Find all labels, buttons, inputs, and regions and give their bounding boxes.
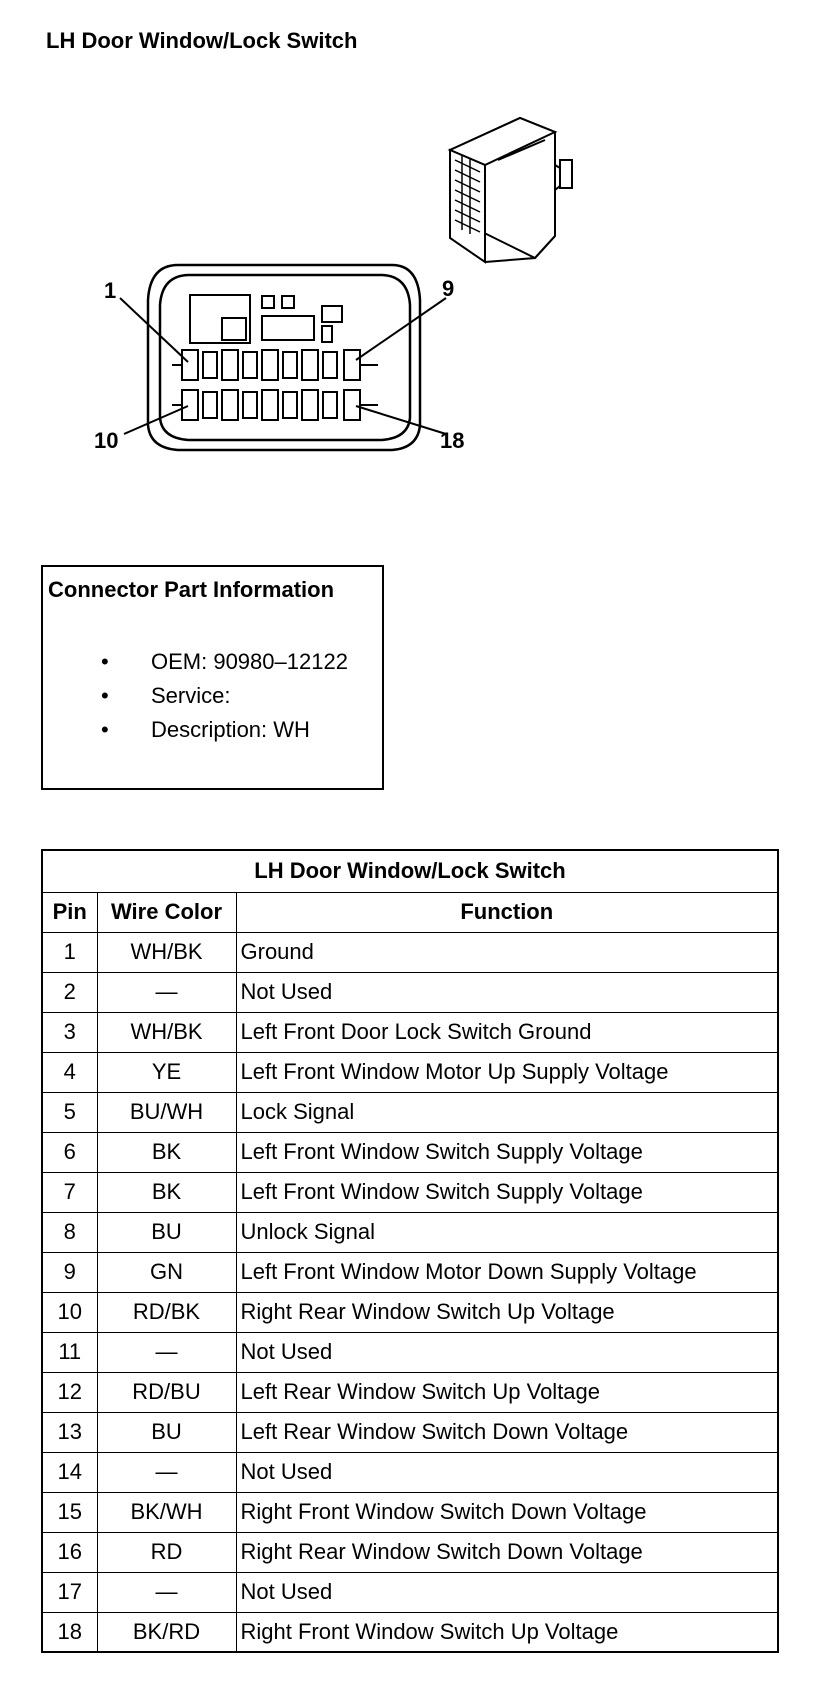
function-cell: Left Rear Window Switch Down Voltage bbox=[236, 1412, 778, 1452]
wire-color-cell: RD/BK bbox=[97, 1292, 236, 1332]
wire-color-cell: BK/RD bbox=[97, 1612, 236, 1652]
function-cell: Not Used bbox=[236, 1332, 778, 1372]
table-row bbox=[42, 1612, 778, 1652]
table-row bbox=[42, 1132, 778, 1172]
function-cell: Left Front Window Switch Supply Voltage bbox=[236, 1132, 778, 1172]
wire-color-cell: — bbox=[97, 1452, 236, 1492]
pin-cell: 7 bbox=[42, 1172, 97, 1212]
wire-color-cell: BK/WH bbox=[97, 1492, 236, 1532]
table-row bbox=[42, 1452, 778, 1492]
pin-cell: 8 bbox=[42, 1212, 97, 1252]
terminal-row-bottom bbox=[172, 390, 378, 420]
pin-cell: 5 bbox=[42, 1092, 97, 1132]
function-cell: Left Front Window Motor Up Supply Voltage bbox=[236, 1052, 778, 1092]
wire-color-cell: — bbox=[97, 972, 236, 1012]
pin-cell: 9 bbox=[42, 1252, 97, 1292]
table-row bbox=[42, 1492, 778, 1532]
function-cell: Right Rear Window Switch Down Voltage bbox=[236, 1532, 778, 1572]
function-cell: Left Rear Window Switch Up Voltage bbox=[236, 1372, 778, 1412]
table-row bbox=[42, 1092, 778, 1132]
function-cell: Not Used bbox=[236, 1572, 778, 1612]
pin-cell: 6 bbox=[42, 1132, 97, 1172]
table-row bbox=[42, 1252, 778, 1292]
pin-cell: 1 bbox=[42, 932, 97, 972]
function-cell: Right Rear Window Switch Up Voltage bbox=[236, 1292, 778, 1332]
wire-color-cell: YE bbox=[97, 1052, 236, 1092]
pin-cell: 10 bbox=[42, 1292, 97, 1332]
function-cell: Left Front Window Motor Down Supply Voltage bbox=[236, 1252, 778, 1292]
function-cell: Left Front Window Switch Supply Voltage bbox=[236, 1172, 778, 1212]
table-row bbox=[42, 1292, 778, 1332]
function-cell: Not Used bbox=[236, 972, 778, 1012]
connector-3d-view bbox=[450, 118, 572, 262]
pin-table bbox=[41, 849, 779, 1653]
wire-color-cell: WH/BK bbox=[97, 1012, 236, 1052]
wire-color-cell: BU/WH bbox=[97, 1092, 236, 1132]
pin-1-callout: 1 bbox=[104, 278, 117, 303]
terminal-row-top bbox=[172, 350, 378, 380]
table-row bbox=[42, 1052, 778, 1092]
table-row bbox=[42, 932, 778, 972]
pin-cell: 11 bbox=[42, 1332, 97, 1372]
pin-cell: 4 bbox=[42, 1052, 97, 1092]
pin-9-callout: 9 bbox=[442, 276, 455, 301]
function-cell: Lock Signal bbox=[236, 1092, 778, 1132]
connector-part-info-title: Connector Part Information bbox=[48, 577, 335, 602]
function-cell: Not Used bbox=[236, 1452, 778, 1492]
table-row bbox=[42, 1572, 778, 1612]
wire-color-cell: RD bbox=[97, 1532, 236, 1572]
pin-cell: 15 bbox=[42, 1492, 97, 1532]
wire-color-cell: — bbox=[97, 1332, 236, 1372]
pin-table-caption: LH Door Window/Lock Switch bbox=[42, 850, 778, 892]
function-cell: Right Front Window Switch Down Voltage bbox=[236, 1492, 778, 1532]
function-cell: Ground bbox=[236, 932, 778, 972]
header-function: Function bbox=[236, 892, 778, 932]
connector-diagram bbox=[0, 0, 816, 520]
part-info-description: • Description: WH bbox=[151, 713, 348, 747]
table-row bbox=[42, 1532, 778, 1572]
pin-table-body bbox=[42, 932, 778, 1652]
wire-color-cell: BU bbox=[97, 1212, 236, 1252]
pin-cell: 17 bbox=[42, 1572, 97, 1612]
wire-color-cell: — bbox=[97, 1572, 236, 1612]
pin-cell: 18 bbox=[42, 1612, 97, 1652]
pin-cell: 3 bbox=[42, 1012, 97, 1052]
function-cell: Left Front Door Lock Switch Ground bbox=[236, 1012, 778, 1052]
function-cell: Unlock Signal bbox=[236, 1212, 778, 1252]
table-row bbox=[42, 1372, 778, 1412]
table-row bbox=[42, 1212, 778, 1252]
connector-part-info-list bbox=[151, 645, 348, 747]
pin-cell: 2 bbox=[42, 972, 97, 1012]
pin-18-callout: 18 bbox=[440, 428, 465, 453]
connector-part-info-box bbox=[41, 565, 384, 790]
page-title: LH Door Window/Lock Switch bbox=[46, 28, 358, 53]
table-row bbox=[42, 1332, 778, 1372]
pin-10-callout: 10 bbox=[94, 428, 119, 453]
wire-color-cell: RD/BU bbox=[97, 1372, 236, 1412]
wire-color-cell: BK bbox=[97, 1172, 236, 1212]
header-pin: Pin bbox=[42, 892, 97, 932]
part-info-oem: • OEM: 90980–12122 bbox=[151, 645, 348, 679]
wire-color-cell: BU bbox=[97, 1412, 236, 1452]
function-cell: Right Front Window Switch Up Voltage bbox=[236, 1612, 778, 1652]
table-row bbox=[42, 1412, 778, 1452]
table-row bbox=[42, 1012, 778, 1052]
wire-color-cell: WH/BK bbox=[97, 932, 236, 972]
pin-cell: 13 bbox=[42, 1412, 97, 1452]
table-row bbox=[42, 972, 778, 1012]
pin-cell: 14 bbox=[42, 1452, 97, 1492]
pin-cell: 16 bbox=[42, 1532, 97, 1572]
wire-color-cell: GN bbox=[97, 1252, 236, 1292]
wire-color-cell: BK bbox=[97, 1132, 236, 1172]
part-info-service: • Service: bbox=[151, 679, 348, 713]
header-wire-color: Wire Color bbox=[97, 892, 236, 932]
pin-cell: 12 bbox=[42, 1372, 97, 1412]
table-row bbox=[42, 1172, 778, 1212]
